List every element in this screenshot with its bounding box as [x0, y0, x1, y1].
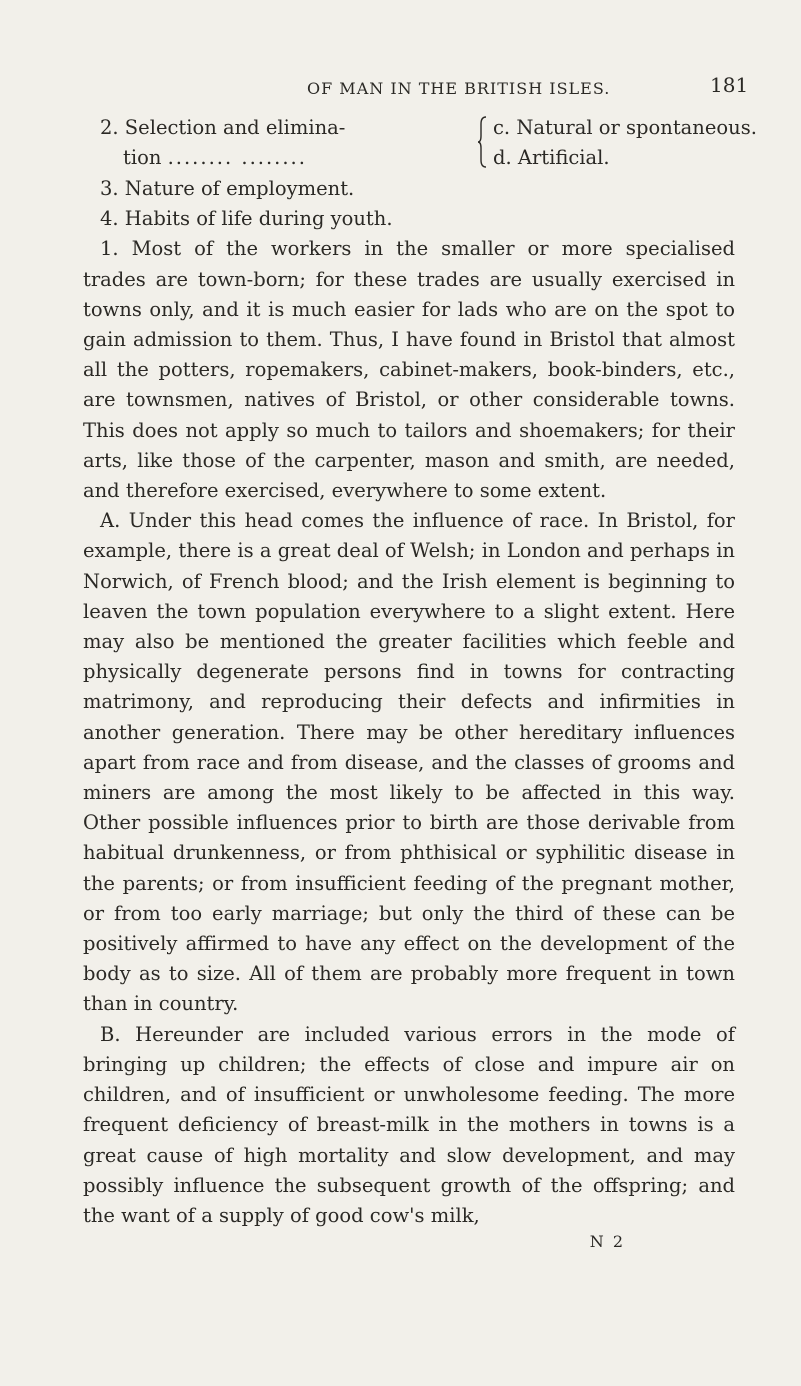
brace-icon — [477, 116, 487, 168]
paragraph-1: 1. Most of the workers in the smaller or more specialised trades are town-born; for these trades are usually exercised in towns only, and it is much easier for lads who are on the spot to gain admission to them. Thus, I have found in Bristol that almost all the potters, ropemakers, cabinet-makers, book-binders, etc., are townsmen, natives of Bristol, or other considerable towns. This does not apply so much to tailors and shoemakers; for their arts, like those of the carpenter, mason and smith, are needed, and therefore exercised, everywhere to some extent. — [83, 237, 735, 503]
page-body — [83, 113, 757, 1253]
dot-leader: ........ ........ — [167, 146, 307, 169]
classification-label: 2. Selection and elimina- — [100, 116, 346, 139]
signature-mark: N 2 — [589, 1232, 625, 1252]
list-item: 3. Nature of employment. — [100, 177, 355, 200]
option-artificial: d. Artificial. — [493, 146, 610, 169]
classification-label-continued — [123, 143, 307, 173]
classification-item-2 — [83, 113, 757, 174]
list-item: 4. Habits of life during youth. — [100, 207, 393, 231]
paragraph-a: A. Under this head comes the influence of race. In Bristol, for example, there is a great deal of Welsh; in London and perhaps in Norwich, of French blood; and the Irish element is beginning to leaven the town population everywhere to a slight extent. Here may also be mentioned the greater facilities which feeble and physically degenerate persons find in towns for contracting matrimony, and reproducing their defects and infirmities in another generation. There may be other hereditary influences apart from race and from disease, and the classes of grooms and miners are among the most likely to be affected in this way. Other possible influences prior to birth are those derivable from habitual drunkenness, or from phthisical or syphilitic disease in the parents; or from insufficient feeding of the pregnant mother, or from too early marriage; but only the third of these can be positively affirmed to have any effect on the development of the body as to size. All of them are probably more frequent in town than in country. — [83, 509, 735, 1016]
running-head: OF MAN IN THE BRITISH ISLES. — [307, 79, 611, 98]
paragraph-b: B. Hereunder are included various errors in the mode of bringing up children; the effects of close and impure air on children, and of insufficient or unwholesome feeding. The more frequent deficiency of breast-milk in the mothers in towns is a great cause of high mortality and slow development, and may possibly influence the subsequent growth of the offspring; and the want of a supply of good cow's milk, — [83, 1022, 735, 1227]
option-natural: c. Natural or spontaneous. — [493, 116, 757, 139]
page-header — [0, 73, 801, 103]
page-number: 181 — [710, 73, 749, 97]
classification-label-tail: tion — [123, 146, 162, 169]
